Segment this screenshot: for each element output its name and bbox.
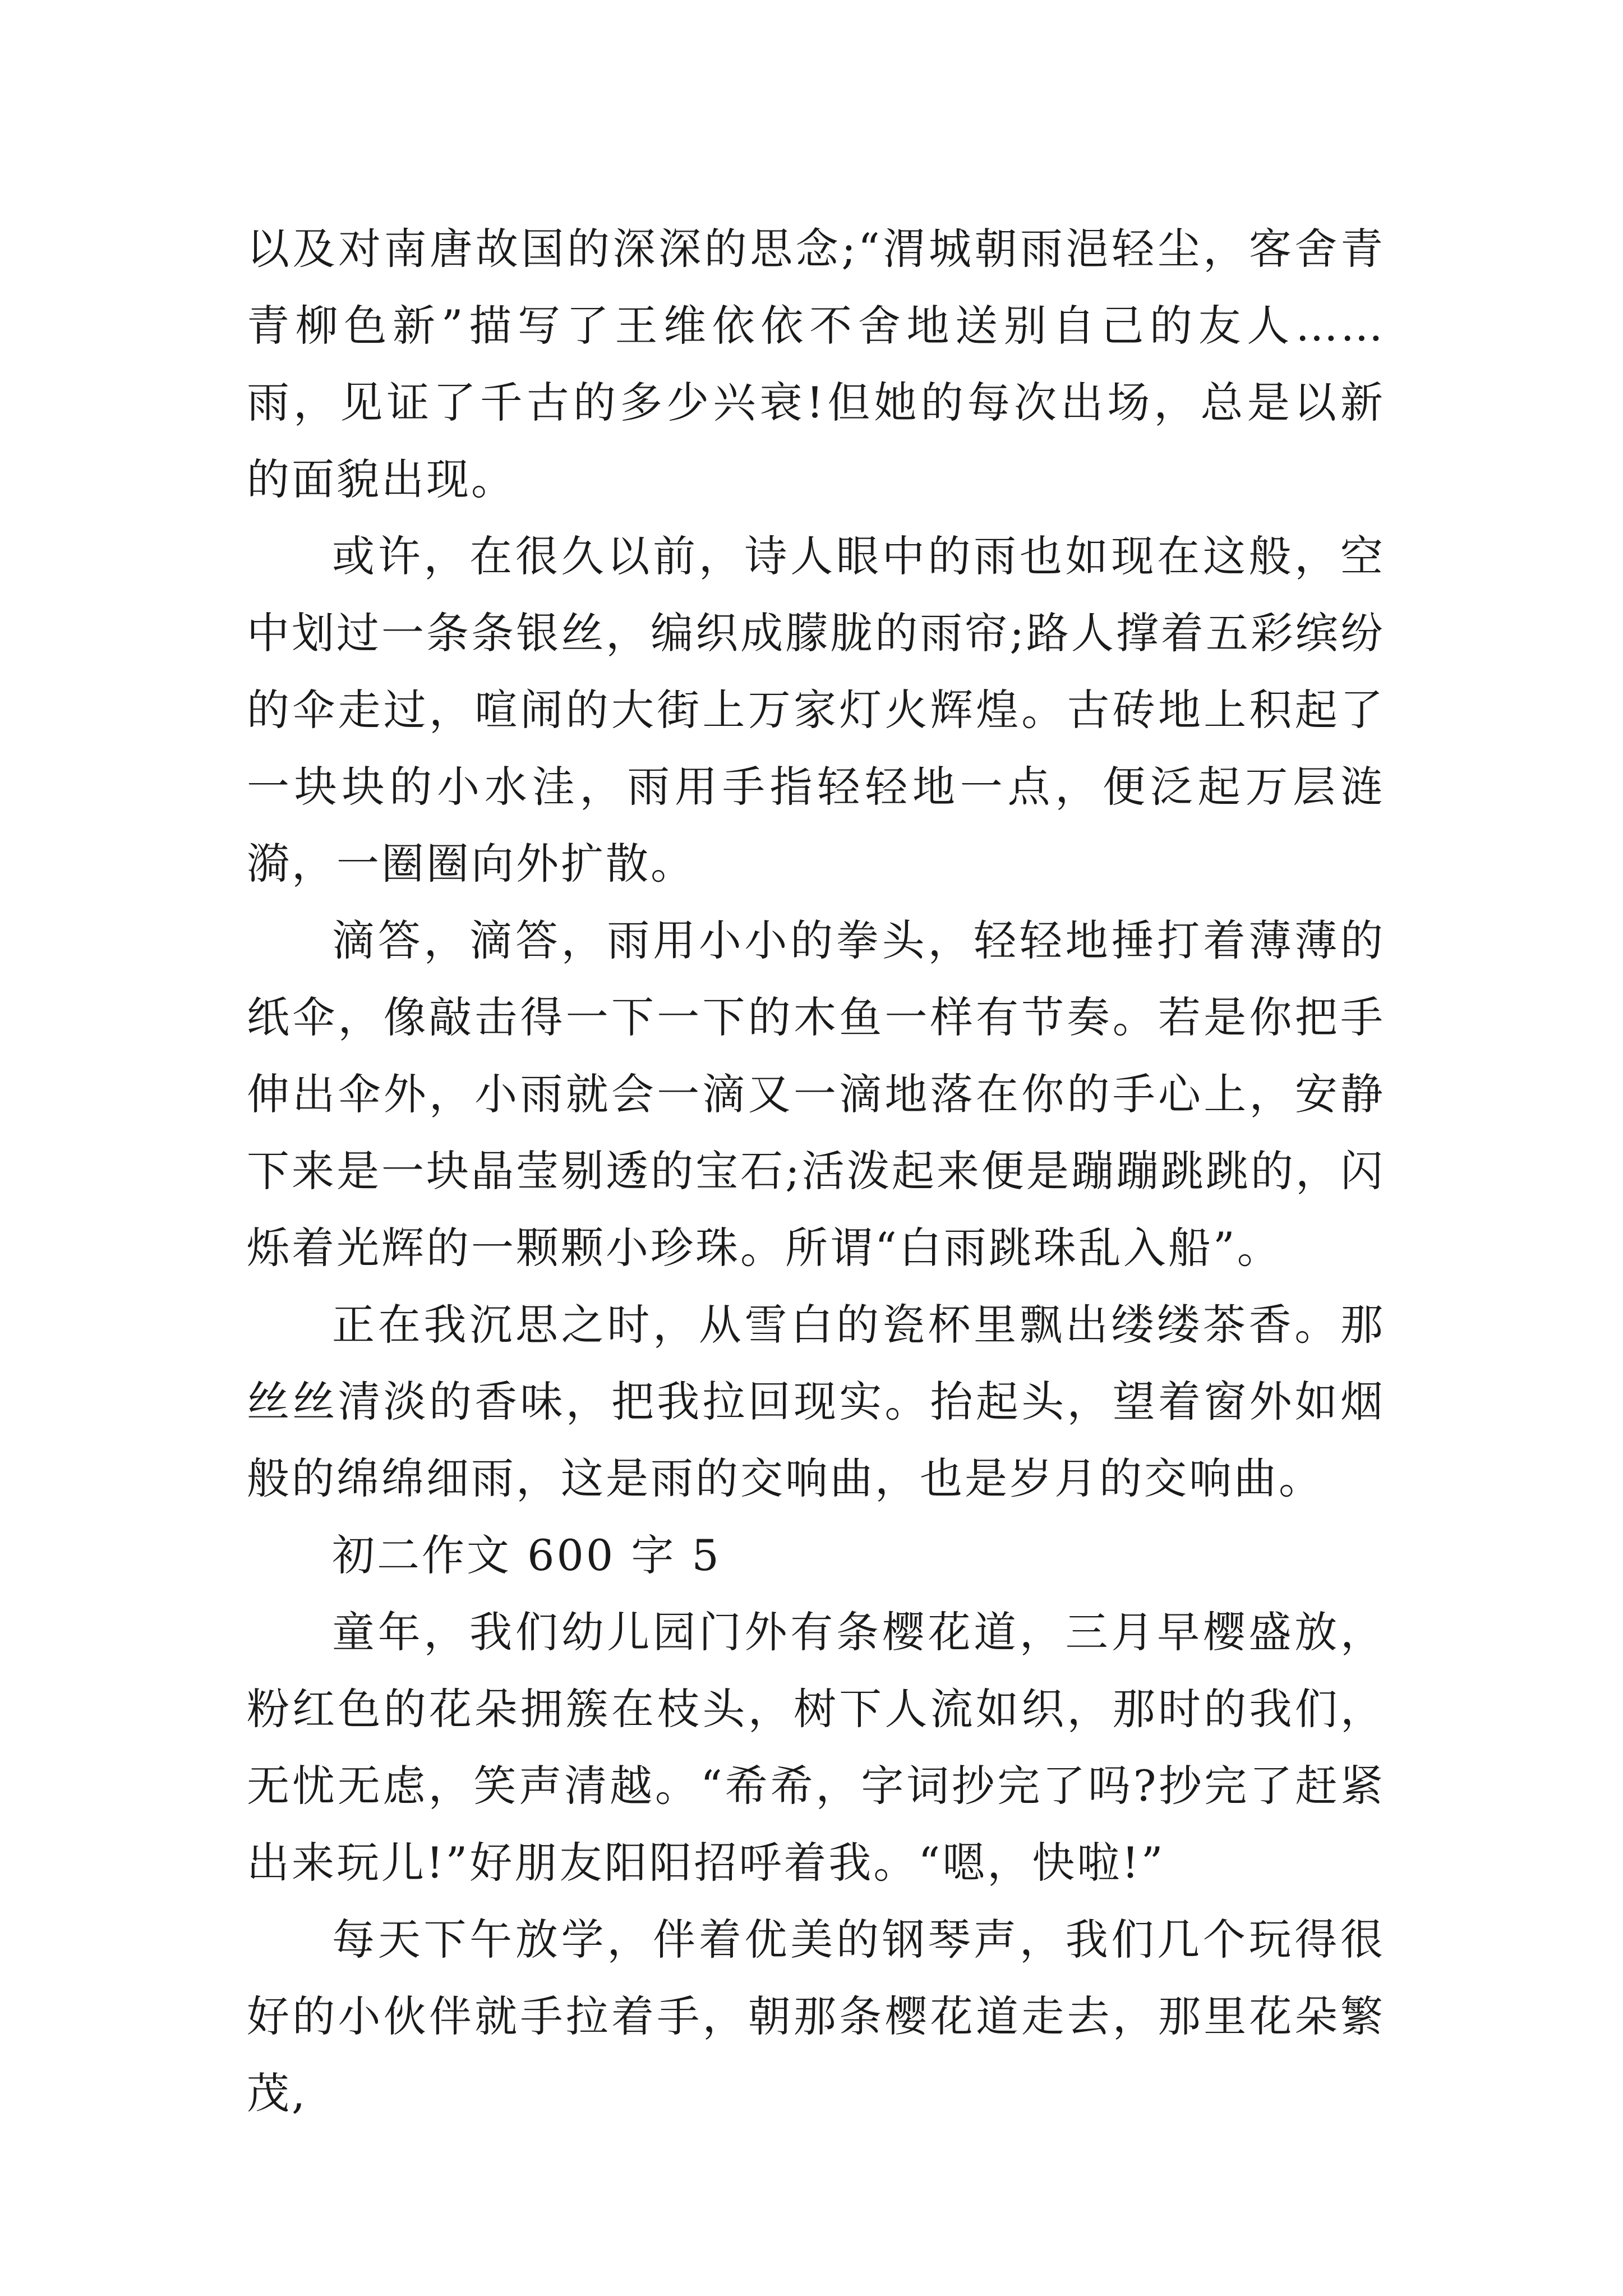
paragraph-2: 或许，在很久以前，诗人眼中的雨也如现在这般，空中划过一条条银丝，编织成朦胧的雨帘;路人撑着五彩缤纷的伞走过，喧闹的大街上万家灯火辉煌。古砖地上积起了一块块的小水洼，雨用手指轻轻地一点，便泛起万层涟漪，一圈圈向外扩散。 <box>247 531 1385 889</box>
paragraph-4: 正在我沉思之时，从雪白的瓷杯里飘出缕缕茶香。那丝丝清淡的香味，把我拉回现实。抬起头，望着窗外如烟般的绵绵细雨，这是雨的交响曲，也是岁月的交响曲。 <box>247 1300 1385 1503</box>
paragraph-3: 滴答，滴答，雨用小小的拳头，轻轻地捶打着薄薄的纸伞，像敲击得一下一下的木鱼一样有节奏。若是你把手伸出伞外，小雨就会一滴又一滴地落在你的手心上，安静下来是一块晶莹剔透的宝石;活泼起来便是蹦蹦跳跳的，闪烁着光辉的一颗颗小珍珠。所谓“白雨跳珠乱入船”。 <box>247 915 1385 1273</box>
paragraph-6: 每天下午放学，伴着优美的钢琴声，我们几个玩得很好的小伙伴就手拉着手，朝那条樱花道走去，那里花朵繁茂, <box>247 1915 1385 2118</box>
paragraph-1: 以及对南唐故国的深深的思念;“渭城朝雨浥轻尘，客舍青青柳色新”描写了王维依依不舍地送别自己的友人……雨，见证了千古的多少兴衰!但她的每次出场，总是以新的面貌出现。 <box>247 224 1385 504</box>
document-body <box>247 210 1385 2132</box>
paragraph-5: 童年，我们幼儿园门外有条樱花道，三月早樱盛放，粉红色的花朵拥簇在枝头，树下人流如织，那时的我们，无忧无虑，笑声清越。“希希，字词抄完了吗?抄完了赶紧出来玩儿!”好朋友阳阳招呼着我。“嗯，快啦!” <box>247 1607 1385 1888</box>
section-heading: 初二作文 600 字 5 <box>332 1530 721 1580</box>
